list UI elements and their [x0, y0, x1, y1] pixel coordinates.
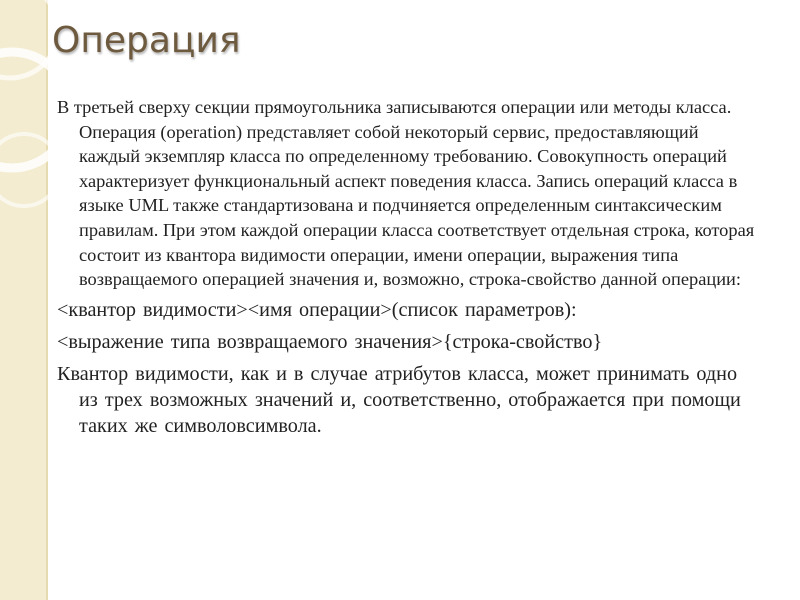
slide-title: Операция — [52, 20, 241, 61]
paragraph-operations-description: В третьей сверху секции прямоугольника записываются операции или методы класса. Операция (operation) представляет собой некоторый сервис, предоставляющий каждый экземпляр класса по определенному требованию. Совокупность операций характеризует функциональный аспект поведения класса. Запись операций класса в языке UML также стандартизована и подчиняется определенным синтаксическим правилам. При этом каждой операции класса соответствует отдельная строка, которая состоит из квантора видимости операции, имени операции, выражения типа возвращаемого операцией значения и, возможно, строка-свойство данной операции: — [57, 97, 755, 290]
paragraph-visibility-quantifier: Квантор видимости, как и в случае атрибутов класса, может принимать одно из трех возможных значений и, соответственно, отображается при помощи таких же символовсимвола. — [57, 362, 741, 437]
paragraph-syntax-line-2: <выражение типа возвращаемого значения>{строка-свойство} — [57, 330, 603, 353]
slide-content — [57, 95, 757, 445]
paragraph-syntax-line-1: <квантор видимости><имя операции>(список параметров): — [57, 298, 577, 321]
